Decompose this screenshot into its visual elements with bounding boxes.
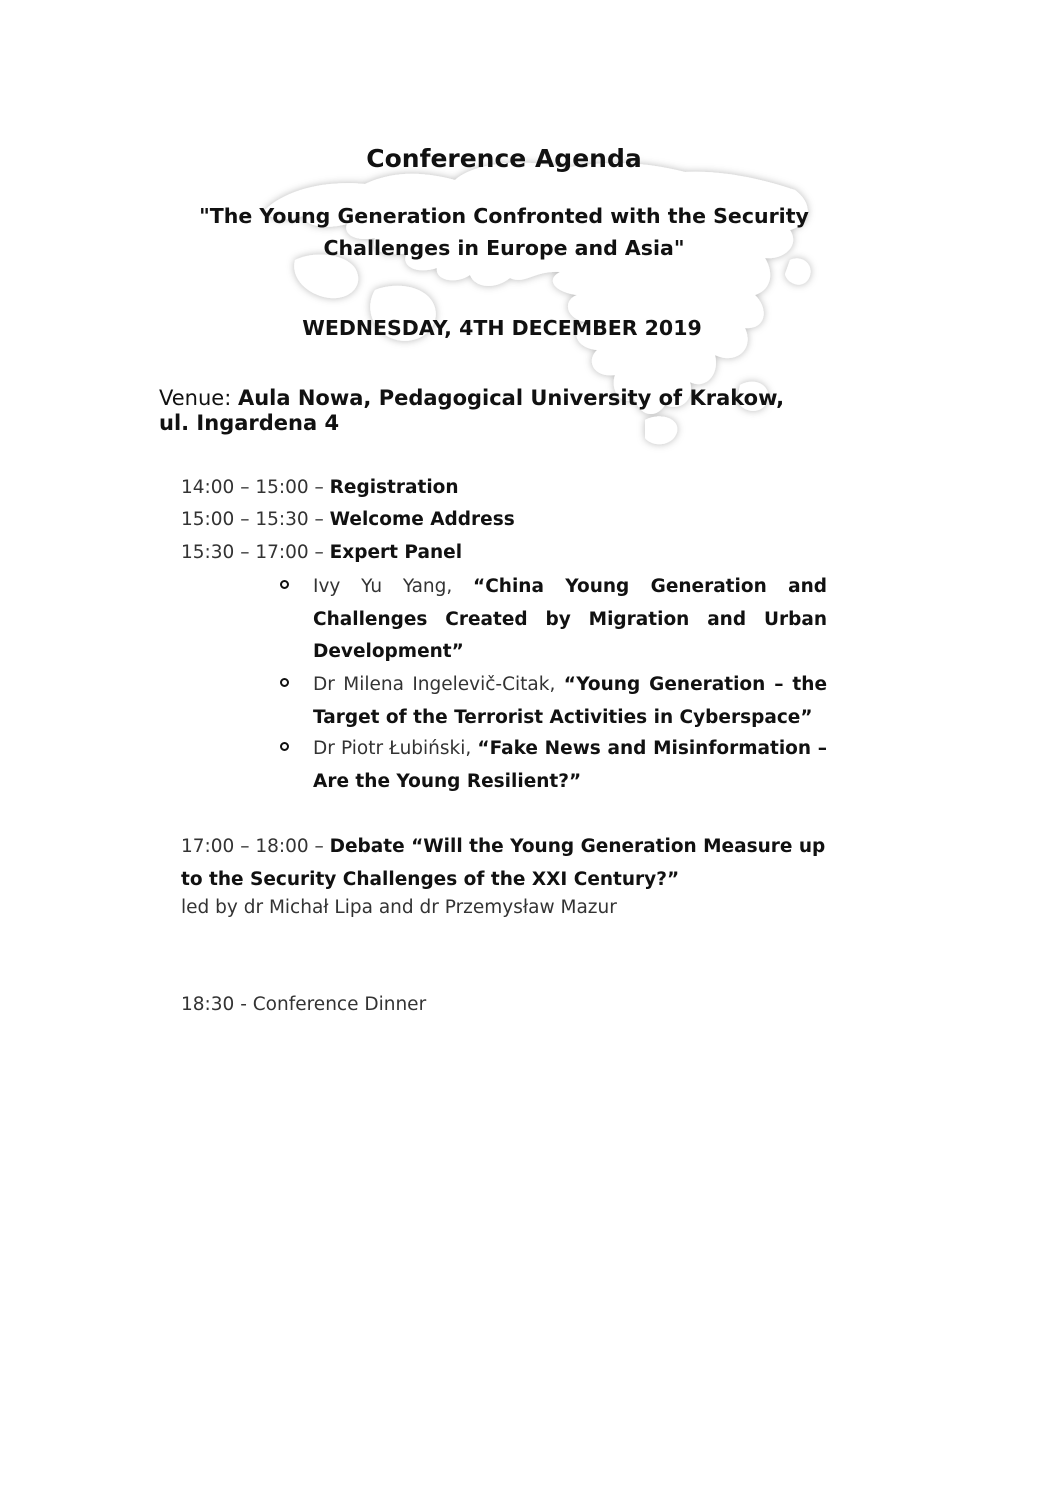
venue <box>159 386 819 436</box>
venue-name: Aula Nowa, Pedagogical University of Krakow, <box>237 386 785 410</box>
schedule-item-expert-panel <box>181 542 462 563</box>
bullet-circle-icon <box>280 678 289 687</box>
panel-speaker: Dr Milena Ingelevič-Citak, <box>313 674 564 695</box>
schedule-title: Welcome Address <box>329 509 515 530</box>
venue-label: Venue: <box>159 386 238 410</box>
panel-talk <box>313 669 827 734</box>
bullet-circle-icon <box>280 742 289 751</box>
conference-date: WEDNESDAY, 4TH DECEMBER 2019 <box>302 316 702 340</box>
panel-speaker: Dr Piotr Łubiński, <box>313 738 478 759</box>
bullet-circle-icon <box>280 580 289 589</box>
schedule-time: 14:00 – 15:00 – <box>181 477 330 498</box>
panel-talk-title: “Fake News and Misinformation – Are the Young Resilient?” <box>313 738 827 792</box>
schedule-time: 15:30 – 17:00 – <box>181 542 330 563</box>
panel-talk <box>313 733 827 798</box>
schedule-time: 15:00 – 15:30 – <box>181 509 330 530</box>
debate-title: Debate “Will the Young Generation Measure up to the Security Challenges of the XXI Century?” <box>181 836 826 890</box>
schedule-item-welcome <box>181 509 515 530</box>
conference-theme-line-1: "The Young Generation Confronted with the Security <box>199 204 809 228</box>
conference-theme-line-2: Challenges in Europe and Asia" <box>323 236 685 260</box>
panel-talk <box>313 571 827 669</box>
schedule-title: Registration <box>329 477 459 498</box>
page-title: Conference Agenda <box>366 144 642 173</box>
conference-theme <box>180 200 828 264</box>
panel-talk-title: “China Young Generation and Challenges Created by Migration and Urban Development” <box>313 576 827 662</box>
panel-talk-title: “Young Generation – the Target of the Terrorist Activities in Cyberspace” <box>313 674 827 728</box>
schedule-item-dinner: 18:30 - Conference Dinner <box>181 994 427 1015</box>
venue-address: ul. Ingardena 4 <box>159 411 340 435</box>
debate-moderators: led by dr Michał Lipa and dr Przemysław Mazur <box>181 897 617 918</box>
schedule-item-registration <box>181 477 459 498</box>
schedule-time: 17:00 – 18:00 – <box>181 836 330 857</box>
schedule-item-debate <box>181 831 831 896</box>
panel-speaker: Ivy Yu Yang, <box>313 576 474 597</box>
schedule-title: Expert Panel <box>329 542 463 563</box>
